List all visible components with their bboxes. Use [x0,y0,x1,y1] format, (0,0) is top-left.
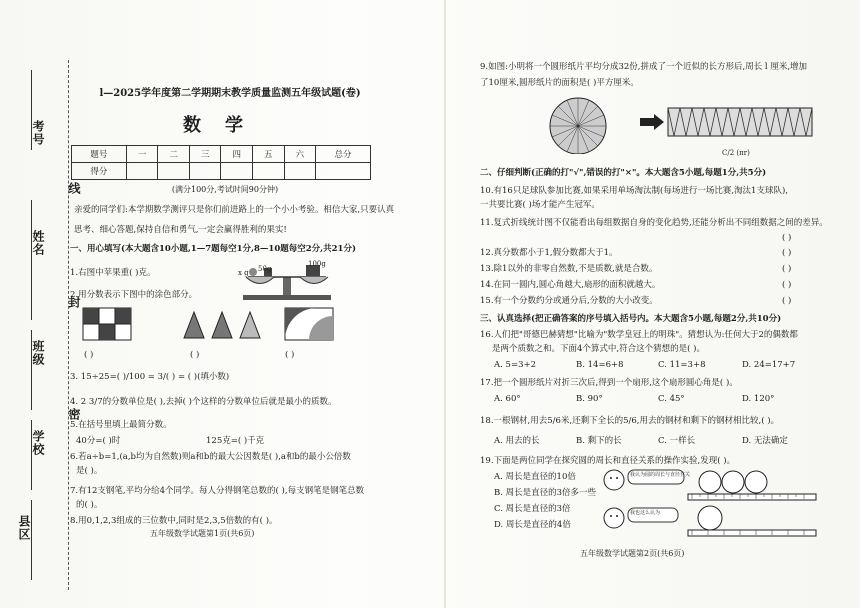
score-blank[interactable] [284,163,316,180]
answer-blank[interactable]: ( ) [84,350,94,360]
triangles-figure [182,310,262,340]
section-1-heading: 一、用心填写(本大题含10小题,1—7题每空1分,8—10题每空2分,共21分) [70,244,356,254]
binding-school: 学校 [31,430,45,456]
question-10b: 一共要比赛( )场才能产生冠军。 [480,200,600,210]
question-16b: 是两个质数之和。下面4个算式中,符合这个猜想的是( )。 [492,344,705,354]
score-blank[interactable] [316,163,371,180]
question-7: 7.有12支钢笔,平均分给4个同学。每人分得钢笔总数的( ),每支钢笔是钢笔总数 [70,486,365,496]
score-blank[interactable] [189,163,221,180]
question-14: 14.在同一圆内,圆心角越大,扇形的面积就越大。 [480,280,661,290]
question-8: 8.用0,1,2,3组成的三位数中,同时是2,3,5倍数的有( )。 [70,516,278,526]
question-5b: 125克=( )千克 [206,436,265,446]
q18-option-a[interactable]: A. 用去的长 [494,436,540,446]
score-table [71,145,371,180]
question-6: 6.若a÷b=1,(a,b均为自然数)则a和b的最大公因数是( ),a和b的最小公倍数 [70,452,351,462]
score-cell: 五 [253,146,285,163]
q19-option-b[interactable]: B. 周长是直径的3倍多一些 [494,488,597,498]
binding-line [31,200,32,320]
q16-option-c[interactable]: C. 11=3+8 [658,360,706,370]
section-3-heading: 三、认真选择(把正确答案的序号填入括号内。本大题含5小题,每题2分,共10分) [480,314,782,324]
question-7b: 的( )。 [76,500,103,510]
binding-seal-char: 封 [67,296,81,309]
judge-blank-15[interactable]: ( ) [782,296,792,306]
q18-option-d[interactable]: D. 无法确定 [742,436,788,446]
binding-class: 班级 [31,340,45,366]
score-note: (满分100分,考试时间90分钟) [171,185,279,194]
score-cell: 题号 [72,146,127,163]
q17-option-b[interactable]: B. 90° [576,394,603,404]
scale-label-x: x g [238,269,249,277]
judge-blank-14[interactable]: ( ) [782,280,792,290]
question-11: 11.复式折线统计图不仅能看出每组数据自身的变化趋势,还能分析出不同组数据之间的差异。 [480,218,828,228]
score-blank[interactable] [253,163,285,180]
score-cell: 总分 [316,146,371,163]
q17-option-c[interactable]: C. 45° [658,394,685,404]
score-cell: 六 [284,146,316,163]
grid-square-figure [82,307,132,341]
score-cell: 二 [158,146,190,163]
question-10: 10.有16只足球队参加比赛,如果采用单场淘汰制(每场进行一场比赛,淘汰1支球队), [480,186,788,196]
question-9b: 了10厘米,圆形纸片的面积是( )平方厘米。 [480,78,639,88]
intro-line-1: 亲爱的同学们:本学期数学测评只是你们前进路上的一个小小考验。相信大家,只要认真 [74,205,395,215]
question-12: 12.真分数都小于1,假分数都大于1。 [480,248,618,258]
page-footer-2: 五年级数学试题第2页(共6页) [580,549,685,558]
judge-blank-13[interactable]: ( ) [782,264,792,274]
q18-option-c[interactable]: C. 一样长 [658,436,696,446]
score-cell: 四 [221,146,253,163]
question-4: 4. 2 3/7的分数单位是( ),去掉( )个这样的分数单位后就是最小的质数。 [70,397,337,407]
q19-option-c[interactable]: C. 周长是直径的3倍 [494,504,571,514]
circle-sectors-figure [546,94,636,154]
intro-line-2: 思考、细心答题,保持自信和勇气,一定会赢得胜利的果实! [74,225,287,235]
score-cell: 三 [189,146,221,163]
scale-label-100: 100g [308,260,326,268]
answer-blank[interactable]: ( ) [285,350,295,360]
question-1: 1.右图中苹果重( )克。 [70,268,156,278]
score-blank[interactable] [221,163,253,180]
judge-blank-11[interactable]: ( ) [782,233,792,243]
binding-county: 县区 [17,515,31,541]
q16-option-d[interactable]: D. 24=17+7 [742,360,796,370]
speech-bubble-1: 我认为圆的周长与直径有关 [630,472,691,478]
question-5: 5.在括号里填上最简分数。 [70,420,172,430]
score-blank[interactable] [158,163,190,180]
q16-option-b[interactable]: B. 14=6+8 [576,360,624,370]
binding-line-char: 线 [67,182,81,195]
page-footer-1: 五年级数学试题第1页(共6页) [150,529,255,538]
q19-option-a[interactable]: A. 周长是直径的10倍 [494,472,576,482]
score-cell: 得分 [72,163,127,180]
subject-title: 数学 [183,115,267,136]
question-18: 18.一根钢材,用去5/6米,还剩下全长的5/6,用去的钢材和剩下的钢材相比较,( )。 [480,416,780,426]
score-blank[interactable] [126,163,158,180]
page-fold [444,0,446,608]
scale-label-50: 50g [258,265,272,273]
question-5a: 40分=( )时 [76,436,121,446]
q17-option-a[interactable]: A. 60° [494,394,521,404]
binding-secret-char: 密 [67,408,81,421]
question-17: 17.把一个圆形纸片对折三次后,得到一个扇形,这个扇形圆心角是( )。 [480,378,738,388]
q17-option-d[interactable]: D. 120° [742,394,775,404]
section-2-heading: 二、仔细判断(正确的打"√",错误的打"×"。本大题含5小题,每题1分,共5分) [480,168,767,178]
answer-blank[interactable]: ( ) [190,350,200,360]
question-2: 2.用分数表示下图中的涂色部分。 [70,290,198,300]
binding-exam-no: 考号 [31,120,45,146]
question-6b: 是( )。 [76,466,103,476]
q16-option-a[interactable]: A. 5=3+2 [494,360,537,370]
score-cell: 一 [126,146,158,163]
question-19: 19.下面是两位同学在探究圆的周长和直径关系的操作实验,发现( )。 [480,456,736,466]
q19-option-d[interactable]: D. 周长是直径的4倍 [494,520,571,530]
question-16: 16.人们把"哥德巴赫猜想"比喻为"数学皇冠上的明珠"。猜想认为:任何大于2的偶数都 [480,330,798,340]
approx-rectangle-figure [666,104,816,144]
binding-dashed-line [68,60,69,590]
judge-blank-12[interactable]: ( ) [782,248,792,258]
arrow-right-icon [638,112,666,132]
question-3: 3. 15÷25=( )/100 = 3/( ) = ( )(填小数) [70,372,230,382]
question-15: 15.有一个分数约分或通分后,分数的大小改变。 [480,296,658,306]
question-13: 13.除1以外的非零自然数,不是质数,就是合数。 [480,264,658,274]
q18-option-b[interactable]: B. 剩下的长 [576,436,622,446]
rect-label: C/2 (πr) [722,149,750,157]
question-9: 9.如图:小明将一个圆形纸片平均分成32份,拼成了一个近似的长方形后,周长 l 厘米,增加 [480,62,808,72]
quarter-circle-figure [284,307,334,341]
speech-bubble-2: 我也这么认为 [630,510,661,516]
binding-name: 姓名 [31,230,45,256]
exam-title: l—2025学年度第二学期期末教学质量监测五年级试题(卷) [99,88,361,99]
